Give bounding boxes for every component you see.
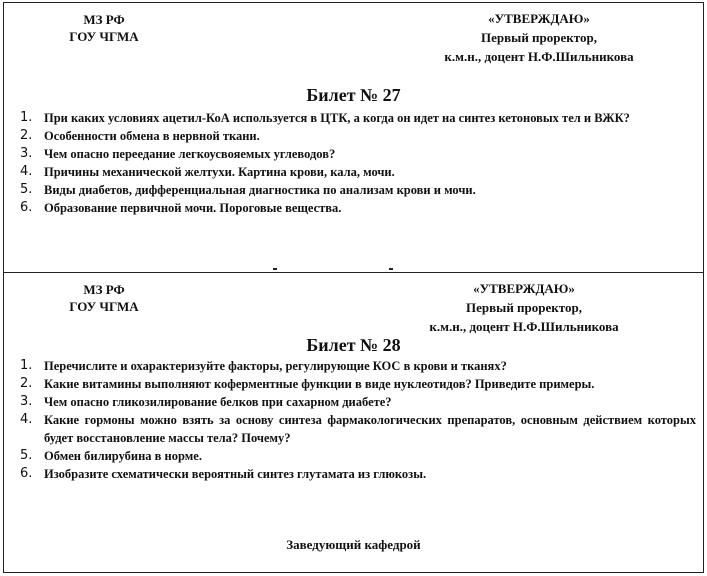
question-number: 4.	[20, 412, 33, 427]
question-text: Какие витамины выполняют коферментные функции в виде нуклеотидов? Приведите примеры.	[44, 377, 595, 391]
question-text: Перечислите и охарактеризуйте факторы, регулирующие КОС в крови и тканях?	[44, 359, 507, 373]
question-number: 2.	[20, 128, 33, 143]
question-number: 1.	[20, 110, 33, 125]
org-university: ГОУ ЧГМА	[69, 29, 139, 44]
question-number: 6.	[20, 466, 33, 481]
question-text: Какие гормоны можно взять за основу синтеза фармакологических препаратов, основным действием которых будет восстановление массы тела? Почему?	[44, 413, 696, 445]
question-text: Чем опасно гликозилирование белков при сахарном диабете?	[44, 395, 392, 409]
question-number: 1.	[20, 358, 33, 373]
ticket-org-block	[34, 11, 174, 45]
approval-role: Первый проректор,	[481, 30, 597, 45]
question-number: 5.	[20, 182, 33, 197]
question-item	[18, 411, 696, 447]
question-item	[18, 375, 696, 393]
question-text: Образование первичной мочи. Пороговые вещества.	[44, 201, 342, 215]
question-text: Чем опасно переедание легкоусвояемых углеводов?	[44, 147, 336, 161]
question-item	[18, 127, 696, 145]
question-text: Виды диабетов, дифференциальная диагностика по анализам крови и мочи.	[44, 183, 476, 197]
question-list	[18, 109, 696, 217]
question-item	[18, 465, 696, 483]
footer-department-head: Заведующий кафедрой	[286, 537, 421, 552]
cut-mark	[273, 268, 277, 270]
approval-role: Первый проректор,	[466, 300, 582, 315]
question-text: При каких условиях ацетил-КоА используется в ЦТК, а когда он идет на синтез кетоновых тел и ВЖК?	[44, 111, 630, 125]
question-item	[18, 181, 696, 199]
approval-block	[384, 279, 664, 336]
question-number: 4.	[20, 164, 33, 179]
cut-mark	[389, 268, 393, 270]
question-number: 3.	[20, 146, 33, 161]
question-item	[18, 109, 696, 127]
ticket-org-block	[34, 281, 174, 315]
ticket-27	[3, 2, 704, 273]
question-item	[18, 145, 696, 163]
org-ministry: МЗ РФ	[83, 282, 125, 297]
org-ministry: МЗ РФ	[83, 12, 125, 27]
question-item	[18, 199, 696, 217]
question-text: Особенности обмена в нервной ткани.	[44, 129, 260, 143]
question-item	[18, 393, 696, 411]
approval-name: к.м.н., доцент Н.Ф.Шильникова	[444, 49, 634, 64]
approval-block	[399, 9, 679, 66]
org-university: ГОУ ЧГМА	[69, 299, 139, 314]
question-text: Изобразите схематически вероятный синтез глутамата из глюкозы.	[44, 467, 427, 481]
question-number: 6.	[20, 200, 33, 215]
question-item	[18, 357, 696, 375]
question-text: Обмен билирубина в норме.	[44, 449, 202, 463]
question-item	[18, 447, 696, 465]
ticket-28	[3, 273, 704, 573]
question-number: 3.	[20, 394, 33, 409]
approval-heading: «УТВЕРЖДАЮ»	[488, 11, 590, 26]
question-number: 5.	[20, 448, 33, 463]
question-number: 2.	[20, 376, 33, 391]
ticket-title: Билет № 28	[306, 335, 401, 355]
question-item	[18, 163, 696, 181]
approval-name: к.м.н., доцент Н.Ф.Шильникова	[429, 319, 619, 334]
ticket-title: Билет № 27	[306, 85, 401, 105]
approval-heading: «УТВЕРЖДАЮ»	[473, 281, 575, 296]
question-list	[18, 357, 696, 483]
question-text: Причины механической желтухи. Картина крови, кала, мочи.	[44, 165, 395, 179]
